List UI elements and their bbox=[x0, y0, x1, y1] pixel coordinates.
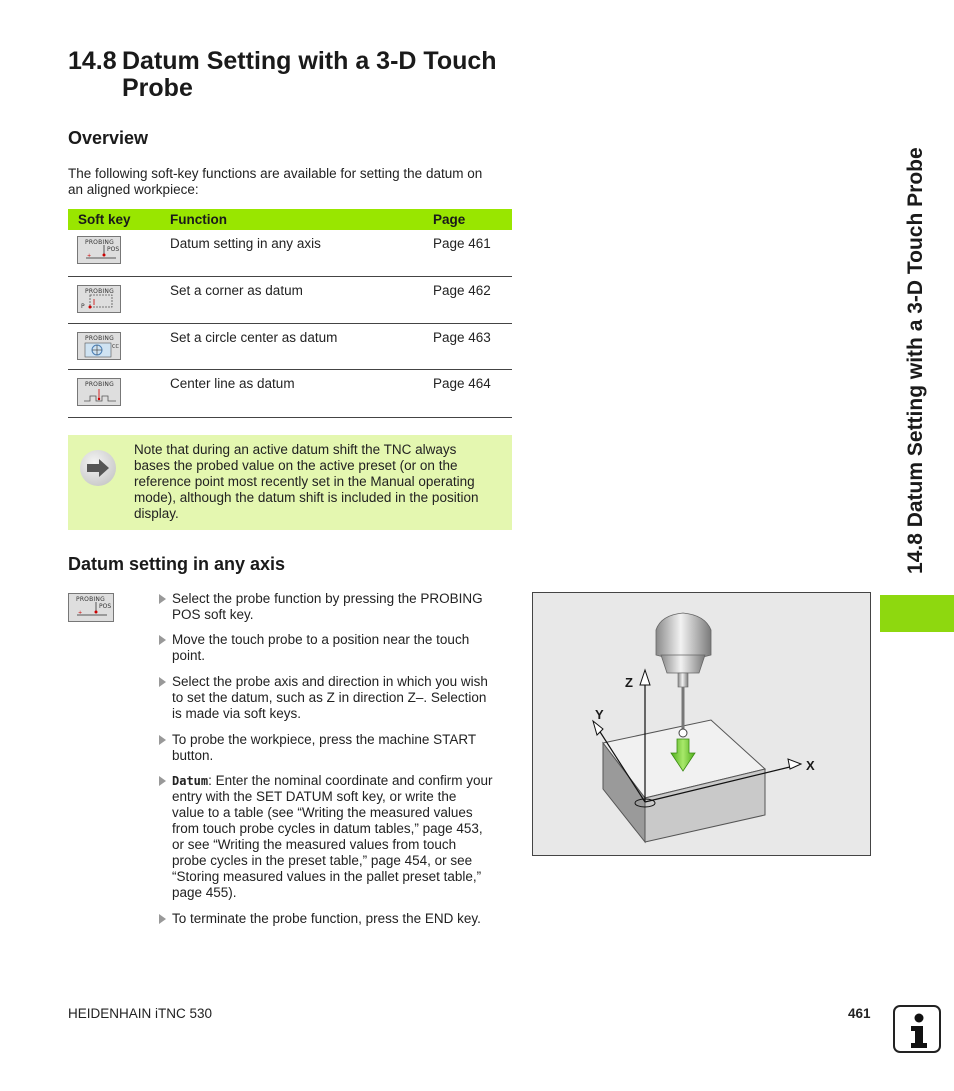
code-datum: Datum bbox=[172, 774, 209, 788]
step-item bbox=[159, 591, 511, 623]
header-function: Function bbox=[170, 212, 227, 227]
softkey-probing-corner[interactable] bbox=[77, 285, 121, 313]
table-row bbox=[68, 276, 512, 323]
circle-center-icon bbox=[78, 333, 122, 361]
page-cell: Page 461 bbox=[433, 236, 491, 251]
header-softkey: Soft key bbox=[78, 212, 131, 227]
note-line: reference point most recently set in the Manual operating bbox=[134, 474, 475, 489]
step-line: “Storing measured values in the pallet preset table,” bbox=[172, 869, 482, 884]
softkey-probing-circle[interactable] bbox=[77, 332, 121, 360]
axis-label-z: Z bbox=[625, 675, 633, 690]
corner-icon bbox=[78, 286, 122, 314]
step-line: POS soft key. bbox=[172, 607, 254, 622]
step-line: is made via soft keys. bbox=[172, 706, 302, 721]
softkey-sublabel: POS bbox=[99, 603, 112, 610]
bullet-triangle-icon bbox=[159, 735, 166, 745]
axis-label-x: X bbox=[806, 758, 815, 773]
svg-text:+: + bbox=[78, 610, 83, 616]
softkey-cell bbox=[68, 323, 169, 369]
softkey-sublabel: P bbox=[81, 302, 85, 310]
step-line: To terminate the probe function, press the END key. bbox=[172, 911, 481, 926]
step-line: point. bbox=[172, 648, 206, 663]
axis-label-y: Y bbox=[595, 707, 604, 722]
bullet-triangle-icon bbox=[159, 914, 166, 924]
softkey-cell bbox=[68, 230, 169, 276]
function-cell: Datum setting in any axis bbox=[170, 236, 321, 251]
footer-manual-name: HEIDENHAIN iTNC 530 bbox=[68, 1006, 213, 1021]
table-row bbox=[68, 369, 512, 417]
function-cell: Set a circle center as datum bbox=[170, 329, 338, 345]
page-number: 461 bbox=[848, 1006, 871, 1021]
softkey-cell bbox=[68, 276, 169, 323]
note-line: bases the probed value on the active preset (or on the bbox=[134, 458, 458, 473]
step-line: entry with the SET DATUM soft key, or write the bbox=[172, 789, 457, 804]
overview-intro bbox=[68, 166, 518, 198]
side-chapter-title: 14.8 Datum Setting with a 3-D Touch Probe bbox=[904, 147, 927, 574]
step-line: Select the probe axis and direction in which you wish bbox=[172, 674, 488, 689]
softkey-probing-pos-2[interactable] bbox=[68, 593, 114, 622]
softkey-label: PROBING bbox=[85, 287, 114, 295]
softkey-sublabel: POS bbox=[107, 246, 120, 253]
step-line: button. bbox=[172, 748, 214, 763]
title-line-1: Datum Setting with a 3-D Touch bbox=[122, 47, 497, 75]
softkey-probing-pos[interactable] bbox=[77, 236, 121, 264]
section-heading: Datum setting in any axis bbox=[68, 554, 286, 574]
table-header-row bbox=[68, 209, 512, 230]
step-item bbox=[159, 632, 511, 664]
probe-figure bbox=[532, 592, 871, 856]
step-line: or see “Writing the measured values from touch bbox=[172, 837, 457, 852]
probe-axis-icon bbox=[69, 594, 115, 623]
step-line: page 455). bbox=[172, 885, 237, 900]
info-icon[interactable] bbox=[893, 1005, 941, 1053]
step-line: Select the probe function by pressing the PROBING bbox=[172, 591, 483, 606]
softkey-sublabel: CC bbox=[112, 343, 119, 350]
table-row bbox=[68, 323, 512, 369]
softkey-cell bbox=[68, 369, 169, 417]
function-cell: Set a corner as datum bbox=[170, 282, 303, 298]
softkey-table bbox=[68, 209, 512, 418]
step-line-rest: : Enter the nominal coordinate and confirm your bbox=[208, 773, 493, 788]
overview-intro-line-1: The following soft-key functions are available for setting the datum on bbox=[68, 166, 483, 181]
svg-text:+: + bbox=[87, 253, 92, 259]
chapter-tab-marker bbox=[880, 595, 954, 632]
step-line: probe cycles in the preset table,” page 454, or see bbox=[172, 853, 473, 868]
note-box bbox=[68, 435, 512, 530]
note-line: Note that during an active datum shift the TNC always bbox=[134, 442, 457, 457]
page-cell: Page 462 bbox=[433, 282, 491, 298]
note-text bbox=[134, 442, 506, 522]
step-line: To probe the workpiece, press the machine START bbox=[172, 732, 477, 747]
title-line-2: Probe bbox=[122, 74, 193, 102]
step-item bbox=[159, 732, 511, 764]
step-line: Move the touch probe to a position near the touch bbox=[172, 632, 470, 647]
page-cell: Page 464 bbox=[433, 375, 491, 391]
step-item bbox=[159, 911, 511, 927]
probe-axis-icon bbox=[78, 237, 122, 265]
bullet-triangle-icon bbox=[159, 594, 166, 604]
bullet-triangle-icon bbox=[159, 677, 166, 687]
touch-probe-illustration bbox=[533, 593, 870, 855]
center-line-icon bbox=[78, 379, 122, 407]
section-number: 14.8 bbox=[68, 47, 117, 75]
table-row bbox=[68, 230, 512, 276]
bullet-triangle-icon bbox=[159, 635, 166, 645]
overview-heading: Overview bbox=[68, 128, 149, 148]
step-item bbox=[159, 773, 511, 901]
softkey-label: PROBING bbox=[85, 239, 114, 246]
softkey-label: PROBING bbox=[85, 380, 114, 388]
softkey-label: PROBING bbox=[76, 596, 105, 603]
page-cell: Page 463 bbox=[433, 329, 491, 345]
softkey-label: PROBING bbox=[85, 334, 114, 342]
arrow-right-icon bbox=[80, 450, 116, 486]
step-line: value to a table (see “Writing the measured values bbox=[172, 805, 473, 820]
overview-intro-line-2: an aligned workpiece: bbox=[68, 182, 199, 197]
note-line: mode), although the datum shift is included in the position bbox=[134, 490, 479, 505]
step-item bbox=[159, 674, 511, 722]
bullet-triangle-icon bbox=[159, 776, 166, 786]
note-line: display. bbox=[134, 506, 179, 521]
step-line bbox=[172, 773, 511, 789]
step-line: from touch probe cycles in datum tables,” page 453, bbox=[172, 821, 483, 836]
page-title bbox=[68, 48, 528, 102]
function-cell: Center line as datum bbox=[170, 375, 295, 391]
step-line: to set the datum, such as Z in direction Z–. Selection bbox=[172, 690, 487, 705]
softkey-probing-centerline[interactable] bbox=[77, 378, 121, 406]
header-page: Page bbox=[433, 212, 466, 227]
